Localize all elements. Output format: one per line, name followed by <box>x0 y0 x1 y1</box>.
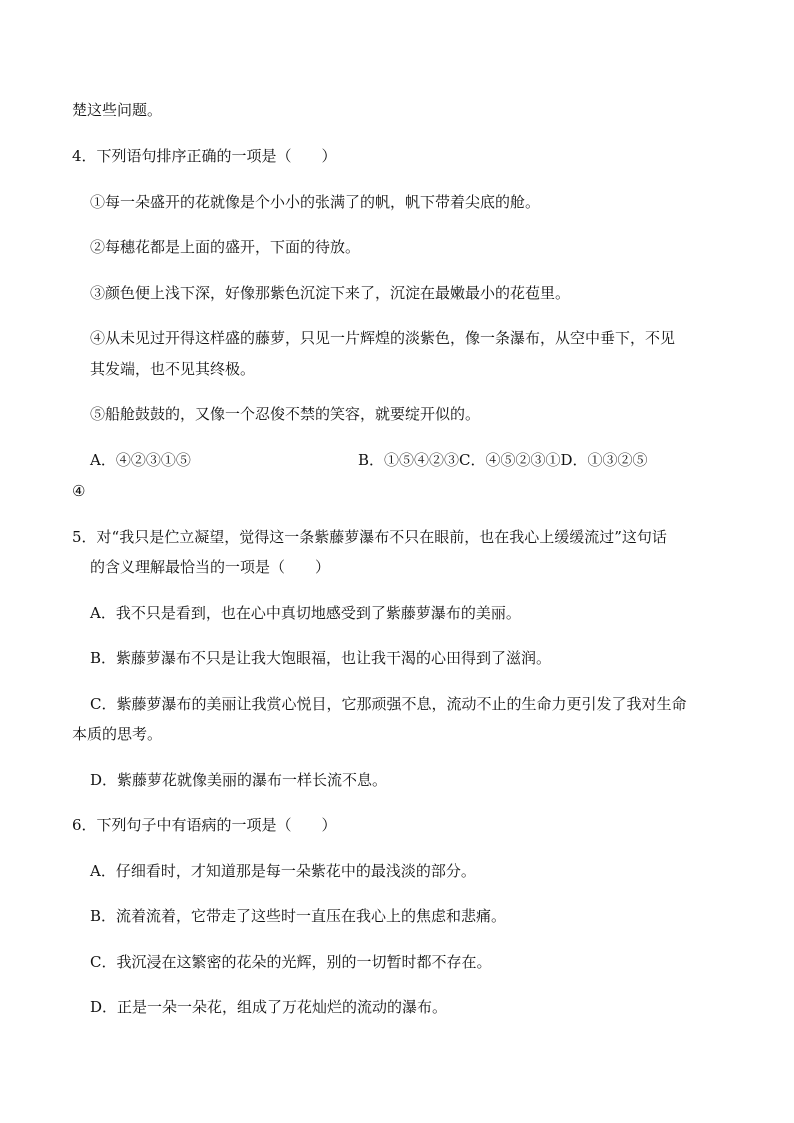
q4-options-bcd: B．①⑤④②③C．④⑤②③①D．①③②⑤ <box>358 451 648 469</box>
q6-option-c: C．我沉浸在这繁密的花朵的光辉，别的一切暂时都不存在。 <box>90 953 492 971</box>
q4-option-a: A．④②③①⑤ <box>90 451 191 469</box>
q4-sentence-1: ①每一朵盛开的花就像是个小小的张满了的帆，帆下带着尖底的舱。 <box>90 193 541 211</box>
lead-text: 楚这些问题。 <box>72 101 163 119</box>
q5-option-c: C．紫藤萝瀑布的美丽让我赏心悦目，它那顽强不息，流动不止的生命力更引发了我对生命 <box>90 695 687 713</box>
q4-option-tail: ④ <box>72 482 86 500</box>
q4-sentence-3: ③颜色便上浅下深，好像那紫色沉淀下来了，沉淀在最嫩最小的花苞里。 <box>90 284 571 302</box>
q6-option-b: B．流着流着，它带走了这些时一直压在我心上的焦虑和悲痛。 <box>90 907 507 925</box>
q4-stem: 4．下列语句排序正确的一项是（ ） <box>72 147 337 165</box>
q4-sentence-5: ⑤船舱鼓鼓的，又像一个忍俊不禁的笑容，就要绽开似的。 <box>90 405 481 423</box>
q5-option-b: B．紫藤萝瀑布不只是让我大饱眼福，也让我干渴的心田得到了滋润。 <box>90 649 552 667</box>
q6-option-d: D．正是一朵一朵花，组成了万花灿烂的流动的瀑布。 <box>90 998 448 1016</box>
q4-sentence-4: ④从未见过开得这样盛的藤萝，只见一片辉煌的淡紫色，像一条瀑布，从空中垂下，不见 <box>90 329 676 347</box>
q6-stem: 6．下列句子中有语病的一项是（ ） <box>72 816 337 834</box>
q5-option-c-cont: 本质的思考。 <box>72 725 163 743</box>
q6-option-a: A．仔细看时，才知道那是每一朵紫花中的最浅淡的部分。 <box>90 862 476 880</box>
q4-sentence-4-cont: 其发端，也不见其终极。 <box>90 360 256 378</box>
q5-stem-cont: 的含义理解最恰当的一项是（ ） <box>90 558 331 576</box>
q5-option-a: A．我不只是看到，也在心中真切地感受到了紫藤萝瀑布的美丽。 <box>90 604 521 622</box>
q5-stem: 5．对“我只是伫立凝望，觉得这一条紫藤萝瀑布不只在眼前，也在我心上缓缓流过”这句话 <box>72 528 667 546</box>
q4-sentence-2: ②每穗花都是上面的盛开，下面的待放。 <box>90 238 361 256</box>
q5-option-d: D．紫藤萝花就像美丽的瀑布一样长流不息。 <box>90 771 388 789</box>
